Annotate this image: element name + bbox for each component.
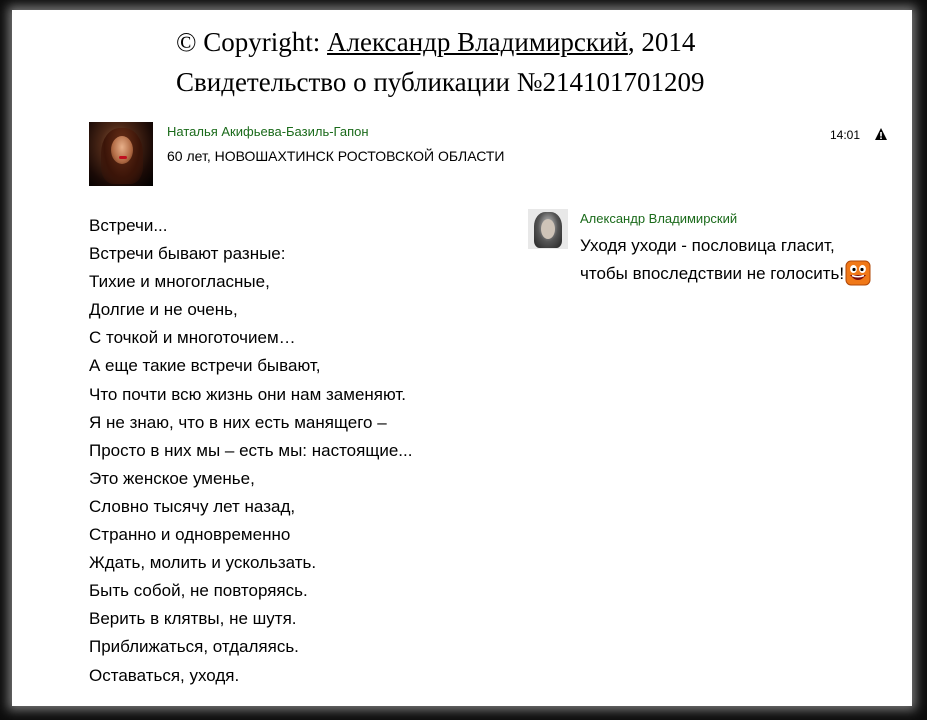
reply-avatar[interactable]	[528, 209, 568, 249]
laughing-smiley-icon	[845, 260, 871, 286]
copyright-prefix: © Copyright:	[176, 27, 328, 57]
reply-avatar-face	[541, 219, 555, 239]
publication-certificate: Свидетельство о публикации №214101701209	[176, 67, 705, 97]
sender-avatar[interactable]	[89, 122, 153, 186]
poem-line: Что почти всю жизнь они нам заменяют.	[89, 384, 406, 404]
sender-info: 60 лет, НОВОШАХТИНСК РОСТОВСКОЙ ОБЛАСТИ	[167, 148, 505, 164]
reply-line	[580, 260, 910, 288]
avatar-face	[111, 136, 133, 164]
poem-line: Словно тысячу лет назад,	[89, 496, 296, 516]
poem-line: Встречи бывают разные:	[89, 244, 286, 264]
poem-line: А еще такие встречи бывают,	[89, 356, 321, 376]
reply-text	[580, 232, 910, 288]
author-link[interactable]: Александр Владимирский	[327, 27, 628, 57]
sender-name[interactable]: Наталья Акифьева-Базиль-Гапон	[167, 124, 369, 139]
warning-icon[interactable]	[874, 127, 888, 141]
poem-line: Тихие и многогласные,	[89, 272, 270, 292]
poem-line: Верить в клятвы, не шутя.	[89, 609, 297, 629]
poem-line: Странно и одновременно	[89, 525, 291, 545]
copyright-header	[176, 22, 876, 102]
avatar-lips	[119, 156, 127, 159]
reply-line-text: чтобы впоследствии не голосить!	[580, 264, 845, 283]
poem-line: С точкой и многоточием…	[89, 328, 296, 348]
poem-line: Ждать, молить и ускользать.	[89, 553, 317, 573]
poem-line: Приближаться, отдаляясь.	[89, 637, 299, 657]
reply-author-name[interactable]: Александр Владимирский	[580, 211, 738, 226]
poem-line: Встречи...	[89, 216, 168, 235]
poem-line: Долгие и не очень,	[89, 300, 238, 320]
reply-line: Уходя уходи - пословица гласит,	[580, 236, 835, 255]
copyright-year: , 2014	[627, 27, 696, 57]
poem-line: Просто в них мы – есть мы: настоящие...	[89, 440, 413, 460]
poem-text	[89, 212, 412, 690]
poem-line: Я не знаю, что в них есть манящего –	[89, 412, 387, 432]
message-time: 14:01	[830, 128, 861, 142]
poem-line: Это женское уменье,	[89, 468, 255, 488]
poem-line: Оставаться, уходя.	[89, 665, 240, 685]
poem-line: Быть собой, не повторяясь.	[89, 581, 308, 601]
content-panel	[12, 10, 912, 706]
copyright-line	[176, 22, 876, 62]
